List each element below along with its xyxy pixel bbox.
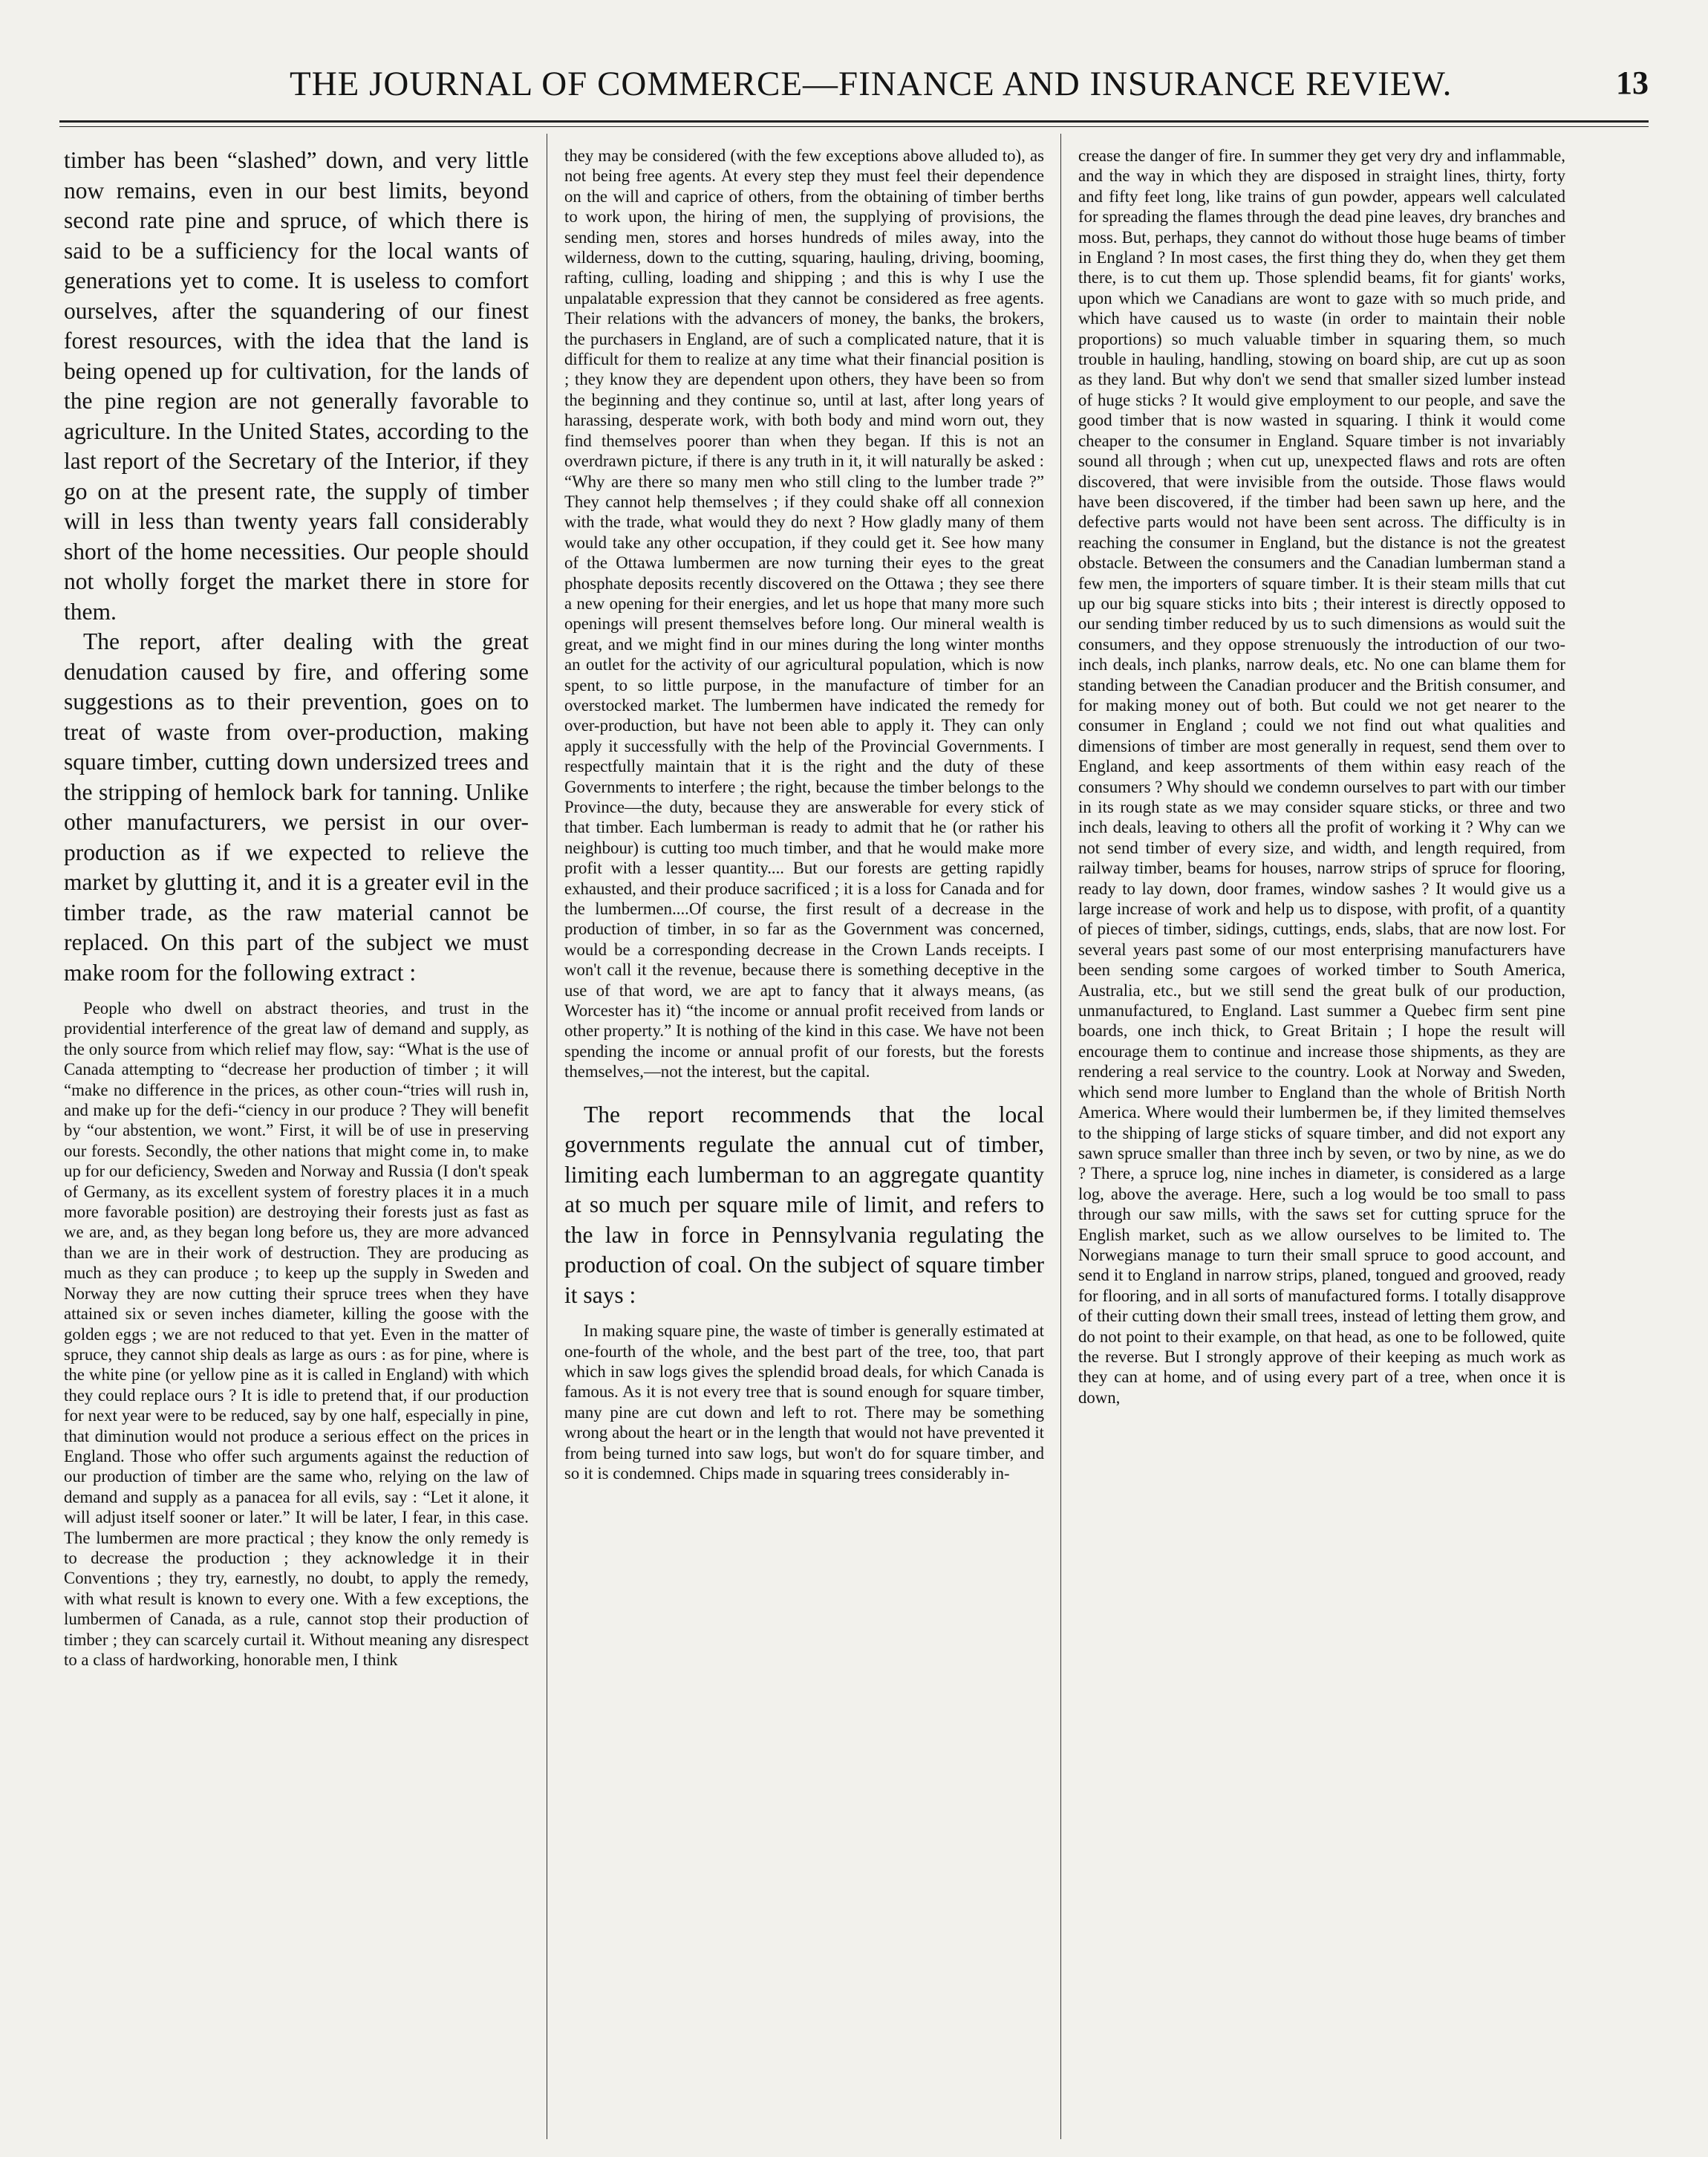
column-3 <box>1078 146 1565 1408</box>
paragraph: The report, after dealing with the great denudation caused by fire, and offering some suggestions as to their prevention, goes on to treat of waste from over-production, making square timber, cutting down undersized trees and the stripping of hemlock bark for tanning. Unlike other manufacturers, we persist in our over-production as if we expected to relieve the market by glutting it, and it is a greater evil in the timber trade, as the raw material cannot be replaced. On this part of the subject we must make room for the following extract : <box>64 628 529 986</box>
quoted-extract: crease the danger of fire. In summer they get very dry and inflammable, and the way in which they are disposed in straight lines, thirty, forty and fifty feet long, like trains of gun powder, appears well calculated for spreading the flames through the dead pine leaves, dry branches and moss. But, perhaps, they cannot do without those huge beams of timber in England ? In most cases, the first thing they do, when they get them there, is to cut them up. Those splendid beams, fit for giants' works, upon which we Canadians are wont to gaze with so much pride, and which have caused us to waste (in order to maintain their noble proportions) so much valuable timber in squaring them, so much trouble in hauling, handling, stowing on board ship, are cut up as soon as they land. But why don't we send that smaller sized lumber instead of huge sticks ? It would give employment to our people, and save the good timber that is now wasted in squaring. I think it would come cheaper to the consumer in England. Square timber is not invariably sound all through ; when cut up, unexpected flaws and rots are often discovered, that were invisible from the outside. Those flaws would have been discovered, if the timber had been sawn up here, and the defective parts would not have been sent across. The difficulty is in reaching the consumer in England, but the distance is not the greatest obstacle. Between the consumers and the Canadian lumberman stand a few men, the importers of square timber. It is their steam mills that cut up our big square sticks into bits ; their interest is directly opposed to our sending timber reduced by us to such dimensions as would suit the consumers, and they oppose strenuously the introduction of our two-inch deals, inch planks, narrow deals, etc. No one can blame them for standing between the Canadian producer and the British consumer, and for making money out of both. But could we not get nearer to the consumer in England ; could we not find out what qualities and dimensions of timber are most generally in request, send them over to England, and keep assortments of them within easy reach of the consumers ? Why should we condemn ourselves to part with our timber in its rough state as we may consider square sticks, or three and two inch deals, leaving to others all the profit of working it ? Why can we not send timber of every size, and width, and length required, from railway timber, beams for houses, narrow strips of spruce for flooring, ready to lay down, door frames, window sashes ? It would give us a large increase of work and help us to dispose, with profit, of a quantity of pieces of timber, sidings, cuttings, ends, slabs, that are now lost. For several years past some of our most enterprising manufacturers have been sending some cargoes of worked timber to South America, Australia, etc., but we still send the great bulk of our production, unmanufactured, to England. Last summer a Quebec firm sent pine boards, one inch thick, to Great Britain ; I hope the result will encourage them to continue and increase those shipments, as they are rendering a real service to the country. Look at Norway and Sweden, which send more lumber to England than the whole of British North America. Where would their lumbermen be, if they limited themselves to the shipping of large sticks of square timber, and did not export any sawn spruce smaller than three inch by seven, or two by nine, as we do ? There, a spruce log, nine inches in diameter, is considered as a large log, above the average. Here, such a log would be too small to pass through our saw mills, with the saws set for cutting spruce for the English market, such as we allow ourselves to be limited to. The Norwegians manage to turn their small spruce to good account, and send it to England in narrow strips, planed, tongued and grooved, ready for flooring, and in all sorts of manufactured forms. I totally disapprove of their cutting down their small trees, instead of letting them grow, and do not point to their example, on that head, as one to be followed, quite the reverse. But I strongly approve of their keeping as much work as they can at home, and of using every part of a tree, when once it is down, <box>1078 146 1565 1407</box>
journal-title: THE JOURNAL OF COMMERCE—FINANCE AND INSURANCE REVIEW. <box>290 65 1453 103</box>
column-2 <box>564 146 1044 1483</box>
paragraph: timber has been “slashed” down, and very little now remains, even in our best limits, beyond second rate pine and spruce, of which there is said to be a sufficiency for the local wants of generations yet to come. It is useless to comfort ourselves, after the squandering of our finest forest resources, with the idea that the land is being opened up for cultivation, for the lands of the pine region are not generally favorable to agriculture. In the United States, according to the last report of the Secretary of the Interior, if they go on at the present rate, the supply of timber will in less than twenty years fall considerably short of the home necessities. Our people should not wholly forget the market there in store for them. <box>64 147 529 625</box>
quoted-extract: they may be considered (with the few exceptions above alluded to), as not being free agents. At every step they must feel their dependence on the will and caprice of others, from the obtaining of timber berths to work upon, the hiring of men, the supplying of provisions, the sending men, stores and horses hundreds of miles away, into the wilderness, down to the cutting, squaring, hauling, driving, booming, rafting, culling, loading and shipping ; and this is why I use the unpalatable expression that they cannot be considered as free agents. Their relations with the advancers of money, the banks, the brokers, the purchasers in England, are of such a complicated nature, that it is difficult for them to realize at any time what their financial position is ; they know they are dependent upon others, they have been so from the beginning and they continue so, until at last, after long years of harassing, desperate work, with both body and mind worn out, they find themselves poorer than when they began. If this is not an overdrawn picture, if there is any truth in it, it will naturally be asked : “Why are there so many men who still cling to the lumber trade ?” They cannot help themselves ; if they could shake off all connexion with the trade, what would they do next ? How gladly many of them would take any other occupation, if they could get it. See how many of the Ottawa lumbermen are now turning their eyes to the great phosphate deposits recently discovered on the Ottawa ; they see there a new opening for their energies, and let us hope that many more such openings will present themselves before long. Our mineral wealth is great, and we might find in our mines during the long winter months an outlet for the activity of our agricultural population, which is now spent, to so little purpose, in the manufacture of timber for an overstocked market. The lumbermen have indicated the remedy for over-production, but have not been able to apply it. They can only apply it successfully with the help of the Provincial Governments. I respectfully maintain that it is the right and the duty of these Governments to interfere ; the right, because the timber belongs to the Province—the duty, because they are answerable for every stick of that timber. Each lumberman is ready to admit that he (or rather his neighbour) is cutting too much timber, and that he would make more profit with a lesser quantity.... But our forests are getting rapidly exhausted, and their produce sacrificed ; it is a loss for Canada and for the lumbermen....Of course, the first result of a decrease in the production of timber, in so far as the Government was concerned, would be a corresponding decrease in the Crown Lands receipts. I won't call it the revenue, because there is something deceptive in the use of that word, we are apt to fancy that it always means, (as Worcester has it) “the income or annual profit received from lands or other property.” It is nothing of the kind in this case. We have not been spending the income or annual profit of our forests, but the forests themselves,—not the interest, but the capital. <box>564 146 1044 1081</box>
header-rule-thin <box>59 126 1649 127</box>
header-rule-thick <box>59 120 1649 123</box>
page-number: 13 <box>1616 65 1649 101</box>
column-1 <box>64 146 529 1670</box>
quoted-extract: People who dwell on abstract theories, and trust in the providential interference of the great law of demand and supply, as the only source from which relief may flow, say: “What is the use of Canada attempting to “decrease her production of timber ; it will “make no difference in the prices, as other coun-“tries will rush in, and make up for the defi-“ciency in our produce ? They will benefit by “our abstention, we wont.” First, it will be of use in preserving our forests. Secondly, the other nations that might come in, to make up for our deficiency, Sweden and Norway and Russia (I don't speak of Germany, as its excellent system of forestry places it in a much more favorable position) are destroying their forests just as fast as we are, and, as they began long before us, they are more advanced than we are in their work of destruction. They are producing as much as they can produce ; to keep up the supply in Sweden and Norway they are now cutting their spruce trees when they have attained six or seven inches diameter, killing the goose with the golden eggs ; we are not reduced to that yet. Even in the matter of spruce, they cannot ship deals as large as ours : as for pine, where is the white pine (or yellow pine as it is called in England) with which they could replace ours ? It is idle to pretend that, if our production for next year were to be reduced, say by one half, especially in pine, that diminution would not produce a serious effect on the prices in England. Those who offer such arguments against the reduction of our production of timber are the same who, relying on the law of demand and supply as a panacea for all evils, say : “Let it alone, it will adjust itself sooner or later.” It will be later, I fear, in this case. The lumbermen are more practical ; they know the only remedy is to decrease the production ; they acknowledge it in their Conventions ; they try, earnestly, no doubt, to apply the remedy, with what result is known to every one. With a few exceptions, the lumbermen of Canada, as a rule, cannot stop their production of timber ; they can scarcely curtail it. Without meaning any disrespect to a class of hardworking, honorable men, I think <box>64 999 529 1669</box>
column-divider-2 <box>1060 134 1061 2139</box>
page-header <box>59 64 1649 116</box>
quoted-extract: In making square pine, the waste of timber is generally estimated at one-fourth of the whole, and the best part of the tree, too, that part which in saw logs gives the splendid broad deals, for which Canada is famous. As it is not every tree that is sound enough for square timber, many pine are cut down and left to rot. There may be something wrong about the heart or in the length that would not have prevented it from being turned into saw logs, but won't do for square timber, and so it is condemned. Chips made in squaring trees considerably in- <box>564 1321 1044 1483</box>
paragraph: The report recommends that the local governments regulate the annual cut of timber, limiting each lumberman to an aggregate quantity at so much per square mile of limit, and refers to the law in force in Pennsylvania regulating the production of coal. On the subject of square timber it says : <box>564 1101 1044 1308</box>
